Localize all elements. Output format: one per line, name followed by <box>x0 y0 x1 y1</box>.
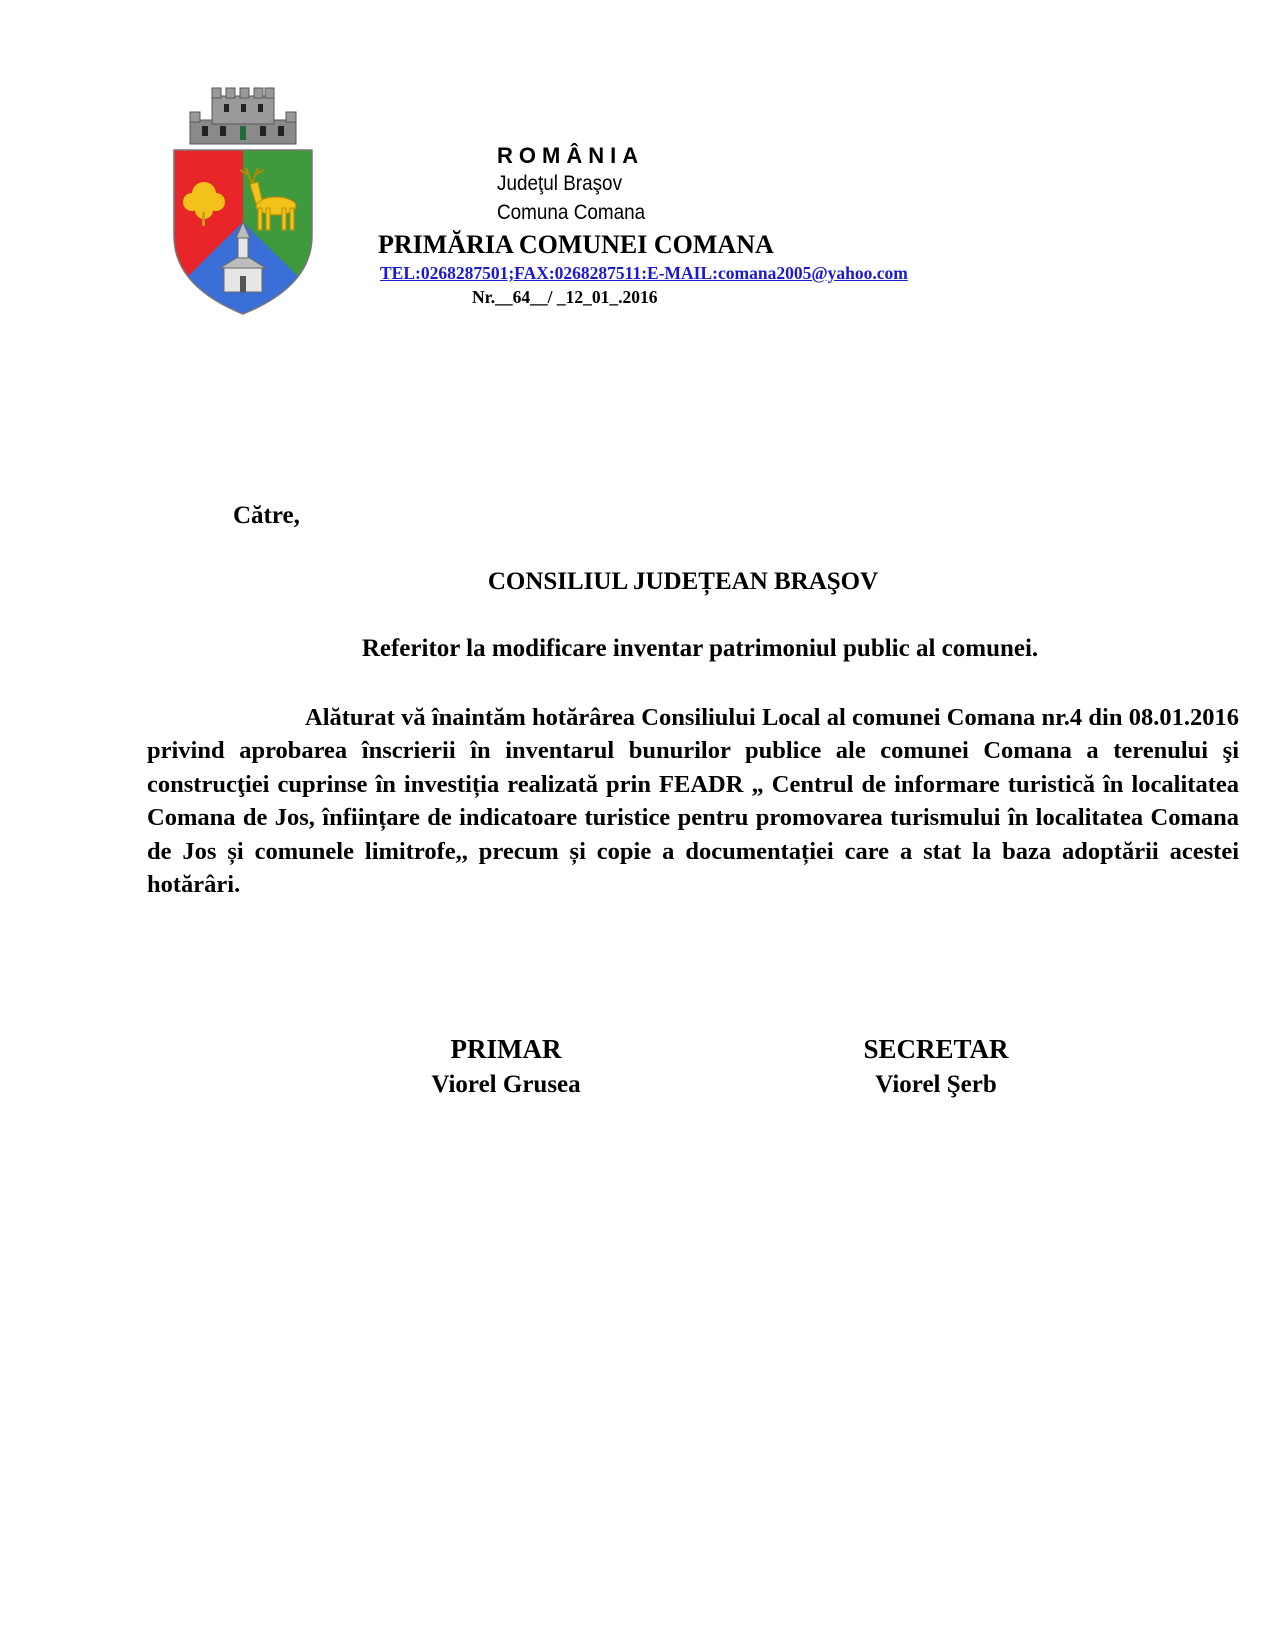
mayor-name: Viorel Grusea <box>431 1071 581 1098</box>
county-label: Judeţul Braşov <box>497 172 623 195</box>
commune-label: Comuna Comana <box>497 201 646 224</box>
secretary-title: SECRETAR <box>863 1034 1009 1064</box>
mayor-signature-block <box>356 1034 656 1099</box>
tower-crown-icon <box>190 88 296 144</box>
salutation: Către, <box>233 502 300 529</box>
country-heading: ROMÂNIA <box>497 143 645 168</box>
office-title: PRIMĂRIA COMUNEI COMANA <box>378 230 774 259</box>
recipient-heading: CONSILIUL JUDEȚEAN BRAŞOV <box>487 568 879 595</box>
coat-of-arms-icon <box>168 86 318 318</box>
mayor-title: PRIMAR <box>450 1034 562 1064</box>
letter-body: Alăturat vă înaintăm hotărârea Consiliului Local al comunei Comana nr.4 din 08.01.2016 privind aprobarea înscrierii în inventarul bunurilor publice ale comunei Comana a terenului şi construcţiei cuprinse în investiția realizată prin FEADR „ Centrul de informare turistică în localitatea Comana de Jos, înființare de indicatoare turistice pentru promovarea turismului în localitatea Comana de Jos și comunele limitrofe,, precum și copie a documentației care a stat la baza adoptării acestei hotărâri. <box>147 704 1239 899</box>
subject-line: Referitor la modificare inventar patrimoniul public al comunei. <box>361 635 1039 662</box>
registration-number: Nr.__64__/ _12_01_.2016 <box>472 287 658 307</box>
secretary-name: Viorel Şerb <box>875 1071 997 1098</box>
secretary-signature-block <box>786 1034 1086 1099</box>
contact-link[interactable]: TEL:0268287501;FAX:0268287511:E-MAIL:comana2005@yahoo.com <box>380 263 908 283</box>
